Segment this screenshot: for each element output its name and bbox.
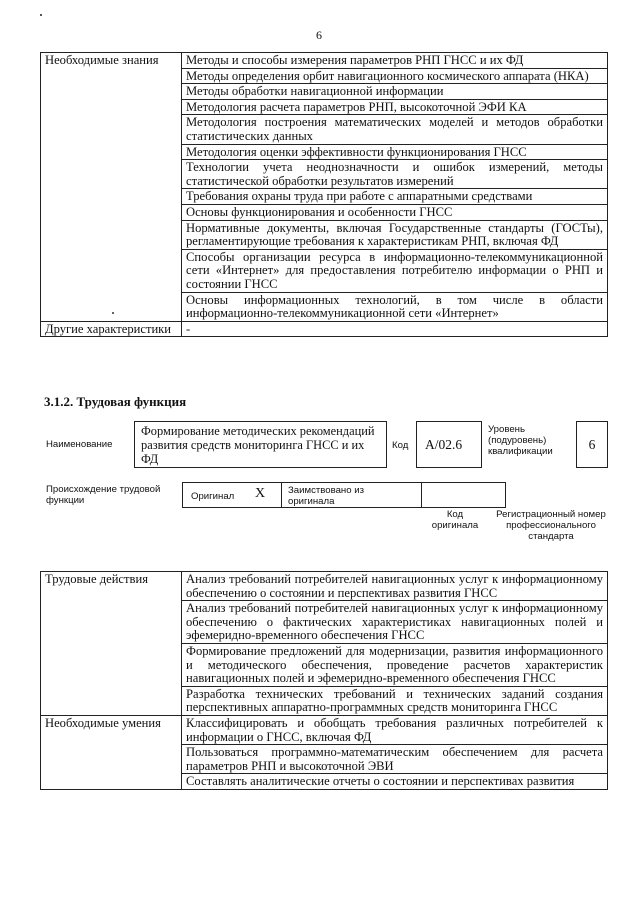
table-cell: Требования охраны труда при работе с аппаратными средствами: [182, 189, 608, 205]
row-label: Другие характеристики: [41, 321, 182, 337]
table-cell: Способы организации ресурса в информационно-телекоммуникационной сети «Интернет» для предоставления потребителю информации о РНП и состоянии ГНСС: [182, 249, 608, 292]
code-original-caption: Код оригинала: [431, 509, 479, 531]
original-label: Оригинал: [191, 491, 235, 502]
code-label: Код: [392, 440, 409, 451]
knowledge-table: [40, 52, 608, 337]
scan-speck: [40, 14, 42, 16]
table-cell: Методы определения орбит навигационного космического аппарата (НКА): [182, 68, 608, 84]
table-cell: Методология оценки эффективности функционирования ГНСС: [182, 144, 608, 160]
table-row: [41, 321, 608, 337]
table-cell: Составлять аналитические отчеты о состоянии и перспективах развития: [182, 774, 608, 790]
table-cell: Методология расчета параметров РНП, высокоточной ЭФИ КА: [182, 99, 608, 115]
name-label: Наименование: [46, 439, 113, 450]
table-cell: Методология построения математических моделей и методов обработки статистических данных: [182, 115, 608, 144]
table-cell: Методы обработки навигационной информации: [182, 84, 608, 100]
table-cell: Анализ требований потребителей навигационных услуг к информационному обеспечению о фактических характеристиках навигационных полей и эфемеридно-временного обеспечения ГНСС: [182, 601, 608, 644]
function-name-box: Формирование методических рекомендаций развития средств мониторинга ГНСС и их ФД: [134, 421, 387, 468]
table-cell: Нормативные документы, включая Государственные стандарты (ГОСТы), регламентирующие требования к характеристикам РНП, включая ФД: [182, 220, 608, 249]
borrowed-cell: [281, 482, 422, 508]
origin-label: Происхождение трудовой функции: [46, 484, 161, 506]
section-title: 3.1.2. Трудовая функция: [44, 394, 187, 409]
row-label: Необходимые умения: [41, 715, 182, 789]
table-cell: Анализ требований потребителей навигационных услуг к информационному обеспечению о состоянии и перспективах развития ГНСС: [182, 572, 608, 601]
level-label: Уровень (подуровень) квалификации: [488, 424, 553, 457]
borrowed-label: Заимствовано из оригинала: [288, 485, 364, 507]
table-row: [41, 572, 608, 601]
original-cell: [182, 482, 282, 508]
code-original-cell: [421, 482, 506, 508]
table-cell: Основы функционирования и особенности ГНСС: [182, 204, 608, 220]
table-cell: Основы информационных технологий, в том числе в области информационно-телекоммуникационной сети «Интернет»: [182, 292, 608, 321]
actions-table: [40, 571, 608, 790]
row-label: Необходимые знания: [41, 53, 182, 322]
table-cell: -: [182, 321, 608, 337]
scan-speck: [112, 312, 114, 314]
function-code-box: А/02.6: [416, 421, 482, 468]
origin-row: [182, 482, 506, 508]
table-row: [41, 53, 608, 69]
page-number: 6: [316, 28, 322, 42]
reg-number-caption: Регистрационный номер профессионального стандарта: [496, 509, 606, 542]
row-label: Трудовые действия: [41, 572, 182, 716]
table-cell: Формирование предложений для модернизации, развития информационного и методического обеспечения, проведение расчетов характеристик навигационных полей и эфемеридно-временного обеспечения ГНСС: [182, 643, 608, 686]
table-row: [41, 715, 608, 744]
table-cell: Пользоваться программно-математическим обеспечением для расчета параметров РНП и высокоточной ЭВИ: [182, 745, 608, 774]
table-cell: Методы и способы измерения параметров РНП ГНСС и их ФД: [182, 53, 608, 69]
level-box: 6: [576, 421, 608, 468]
table-cell: Разработка технических требований и технических заданий создания перспективных аппаратно-программных средств мониторинга ГНСС: [182, 686, 608, 715]
original-mark: X: [255, 486, 266, 501]
table-cell: Классифицировать и обобщать требования различных потребителей к информации о ГНСС, включая ФД: [182, 715, 608, 744]
table-cell: Технологии учета неоднозначности и ошибок измерений, методы статистической обработки результатов измерений: [182, 160, 608, 189]
